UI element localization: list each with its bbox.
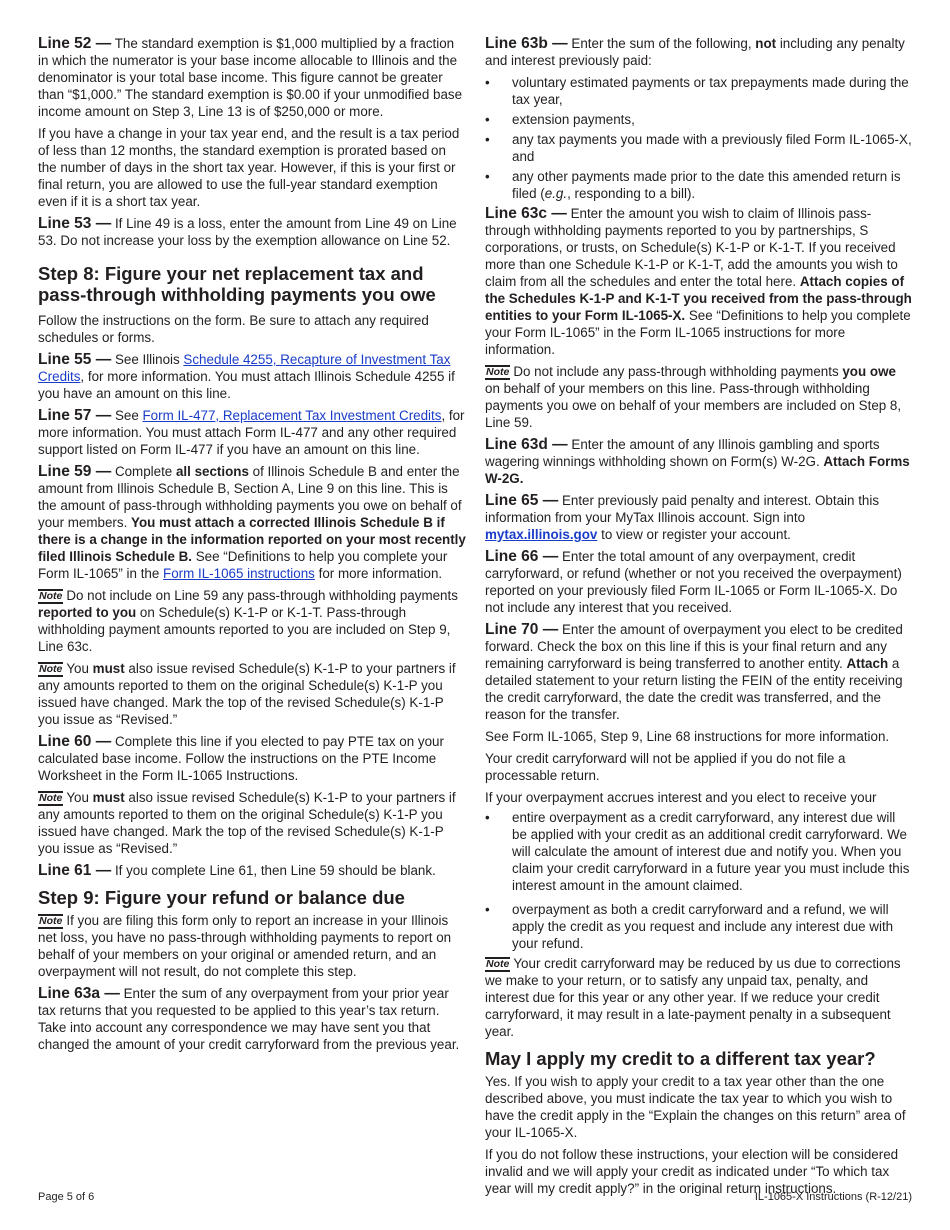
- line-label: Line 63d —: [485, 436, 568, 453]
- line-66: Line 66 — Enter the total amount of any overpayment, credit carryforward, or refund (whether or not you received the overpayment) reported on your previously filed Form IL-1065 or Form IL-1065-X. Do not include any interest that you received.: [485, 548, 902, 615]
- line-label: Line 66 —: [485, 548, 559, 565]
- form-revision: IL-1065-X Instructions (R-12/21): [754, 1191, 912, 1203]
- line-63d: Line 63d — Enter the amount of any Illinois gambling and sports wagering winnings withholding shown on Form(s) W-2G. Attach Forms W-2G.: [485, 436, 910, 486]
- line-59: Line 59 — Complete all sections of Illinois Schedule B and enter the amount from Illinois Schedule B, Section A, Line 9 on this line. This is the amount of pass-through withholding payments you owe on behalf of your members. You must attach a corrected Illinois Schedule B if there is a change in the information reported on your most recently filed Illinois Schedule B. See “Definitions to help you complete your Form IL-1065” in the Form IL-1065 instructions for more information.: [38, 463, 466, 581]
- carryforward-note: Your credit carryforward will not be applied if you do not file a processable return.: [485, 751, 846, 783]
- line-label: Line 63c —: [485, 205, 567, 222]
- list-item: • voluntary estimated payments or tax prepayments made during the tax year,: [485, 74, 913, 108]
- mytax-link[interactable]: mytax.illinois.gov: [485, 527, 598, 542]
- list-item: • any other payments made prior to the date this amended return is filed (e.g., responding to a bill).: [485, 168, 913, 202]
- note-line-59: Note Do not include on Line 59 any pass-through withholding payments reported to you on Schedule(s) K-1-P or K-1-T. Pass-through withholding payment amounts reported to you are included on Step 9, Line 63c.: [38, 588, 458, 654]
- line-65: Line 65 — Enter previously paid penalty and interest. Obtain this information from your MyTax Illinois account. Sign into mytax.illinois.gov to view or register your account.: [485, 492, 880, 542]
- accrue-interest-intro: If your overpayment accrues interest and you elect to receive your: [485, 790, 877, 805]
- note-icon: Note: [39, 792, 63, 804]
- step-8-intro: Follow the instructions on the form. Be sure to attach any required schedules or forms.: [38, 313, 429, 345]
- line-63a: Line 63a — Enter the sum of any overpayment from your prior year tax returns that you requested to be applied to this year’s tax return. Take into account any correspondence we may have sent you that changed the amount of your credit carryforward from the previous year.: [38, 985, 460, 1052]
- line-70: Line 70 — Enter the amount of overpayment you elect to be credited forward. Check the box on this line if this is your final return and any remaining carryforward is being transferred to another entity. Attach a detailed statement to your return listing the FEIN of the entity receiving the credit carryforward, the date the credit was transferred, and the reason for the transfer.: [485, 621, 903, 722]
- line-52: [38, 35, 468, 120]
- line-52-paragraph-2: If you have a change in your tax year end, and the result is a tax period of less than 12 months, the standard exemption is prorated based on the number of days in the short tax year. However, if this is your first or final return, you are allowed to use the full-year standard exemption even if it is a short tax year.: [38, 126, 460, 209]
- form-il-1065-instructions-link[interactable]: Form IL-1065 instructions: [163, 566, 315, 581]
- note-icon: Note: [486, 366, 510, 378]
- line-label: Line 65 —: [485, 492, 559, 509]
- note-icon: Note: [39, 663, 63, 675]
- line-57: Line 57 — See Form IL-477, Replacement Tax Investment Credits, for more information. You must attach Form IL-477 and any other required support listed on Form IL-477 if you have an amount on this line.: [38, 407, 465, 457]
- note-step-9: Note If you are filing this form only to report an increase in your Illinois net loss, you have no pass-through withholding payments to report on behalf of your members on your original or amended return, and an overpayment will not result, do not complete this step.: [38, 913, 452, 979]
- note-revised-k1p: Note You must also issue revised Schedule(s) K-1-P to your partners if any amounts reported to them on the original Schedule(s) K-1-P you issued have changed. Mark the top of the revised Schedule(s) K-1-P you issue as “Revised.”: [38, 661, 456, 727]
- line-label: Line 61 —: [38, 862, 112, 879]
- line-label: Line 52 —: [38, 35, 112, 52]
- line-text: The standard exemption is $1,000 multiplied by a fraction in which the numerator is your base income allocable to Illinois and the denominator is your total base income. This figure cannot be greater than “$1,000.” The standard exemption is $0.00 if your unmodified base income amount on Step 3, Line 13 is of $250,000 or more.: [38, 36, 463, 119]
- line-61: Line 61 — If you complete Line 61, then Line 59 should be blank.: [38, 862, 436, 879]
- right-column: [485, 35, 913, 1202]
- step-9-heading: Step 9: Figure your refund or balance due: [38, 887, 405, 908]
- line-label: Line 70 —: [485, 621, 559, 638]
- line-60: Line 60 — Complete this line if you elected to pay PTE tax on your calculated base income. Follow the instructions on the PTE Income Worksheet in the Form IL-1065 Instructions.: [38, 733, 444, 783]
- list-item: • extension payments,: [485, 111, 913, 128]
- schedule-4255-link[interactable]: Schedule 4255, Recapture of Investment Tax Credits: [38, 352, 451, 384]
- line-label: Line 60 —: [38, 733, 112, 750]
- note-line-63c: Note Do not include any pass-through withholding payments you owe on behalf of your members on this line. Pass-through withholding payments you owe on behalf of your members are included on Step 8, Line 59.: [485, 364, 902, 430]
- list-item: • entire overpayment as a credit carryforward, any interest due will be applied with your credit as an additional credit carryforward. We will calculate the amount of interest due and notify you. When you claim your credit carryforward in a future year you must include this interest amount in the amount claimed.: [485, 809, 913, 894]
- line-53: [38, 215, 468, 249]
- line-63c: Line 63c — Enter the amount you wish to claim of Illinois pass-through withholding payments reported to you by partnerships, S corporations, or trusts, on Schedule(s) K-1-P or K-1-T. If you received more than one Schedule K-1-P or K-1-T, add the amounts you wish to claim from all the schedules and enter the total here. Attach copies of the Schedules K-1-P and K-1-T you received from the pass-through entities to your Form IL-1065-X. See “Definitions to help you complete your Form IL-1065” in the Form IL-1065 instructions for more information.: [485, 205, 912, 357]
- line-55: Line 55 — See Illinois Schedule 4255, Recapture of Investment Tax Credits, for more information. You must attach Illinois Schedule 4255 if you have an amount on this line.: [38, 351, 455, 401]
- different-tax-year-p2: If you do not follow these instructions, your election will be considered invalid and we will apply your credit as indicated under “To which tax year will my credit apply?” in the original return instructions.: [485, 1147, 899, 1196]
- note-icon: Note: [486, 958, 510, 970]
- different-tax-year-p1: Yes. If you wish to apply your credit to a tax year other than the one described above, you must indicate the tax year to which you wish to have the credit apply in the “Explain the changes on this return” area of your IL-1065-X.: [485, 1074, 906, 1140]
- different-tax-year-heading: May I apply my credit to a different tax year?: [485, 1048, 876, 1069]
- line-label: Line 63a —: [38, 985, 120, 1002]
- page-number: Page 5 of 6: [38, 1191, 95, 1203]
- note-revised-k1p-2: Note You must also issue revised Schedule(s) K-1-P to your partners if any amounts reported to them on the original Schedule(s) K-1-P you issued have changed. Mark the top of the revised Schedule(s) K-1-P you issue as “Revised.”: [38, 790, 456, 856]
- note-carryforward: Note Your credit carryforward may be reduced by us due to corrections we make to your return, or to satisfy any unpaid tax, penalty, and interest due for this year or any other year. If we reduce your credit carryforward, it may result in a late-payment penalty in a subsequent year.: [485, 956, 901, 1039]
- list-item: • any tax payments you made with a previously filed Form IL-1065-X, and: [485, 131, 913, 165]
- line-63b-list: [485, 74, 913, 202]
- line-label: Line 53 —: [38, 215, 112, 232]
- form-il-477-link[interactable]: Form IL-477, Replacement Tax Investment Credits: [142, 408, 442, 423]
- line-label: Line 63b —: [485, 35, 568, 52]
- line-text: If Line 49 is a loss, enter the amount from Line 49 on Line 53. Do not increase your loss by the exemption allowance on Line 52.: [38, 216, 457, 248]
- left-column: [38, 35, 468, 1058]
- note-icon: Note: [39, 590, 63, 602]
- line-label: Line 59 —: [38, 463, 112, 480]
- line-63b: Line 63b — Enter the sum of the following, not including any penalty and interest previously paid:: [485, 35, 905, 68]
- accrue-interest-list: [485, 809, 913, 952]
- line-label: Line 57 —: [38, 407, 112, 424]
- step-8-heading: Step 8: Figure your net replacement tax and pass-through withholding payments you owe: [38, 263, 436, 305]
- see-line-68: See Form IL-1065, Step 9, Line 68 instructions for more information.: [485, 729, 890, 744]
- line-label: Line 55 —: [38, 351, 112, 368]
- list-item: • overpayment as both a credit carryforward and a refund, we will apply the credit as you request and include any interest due with your refund.: [485, 901, 913, 952]
- note-icon: Note: [39, 915, 63, 927]
